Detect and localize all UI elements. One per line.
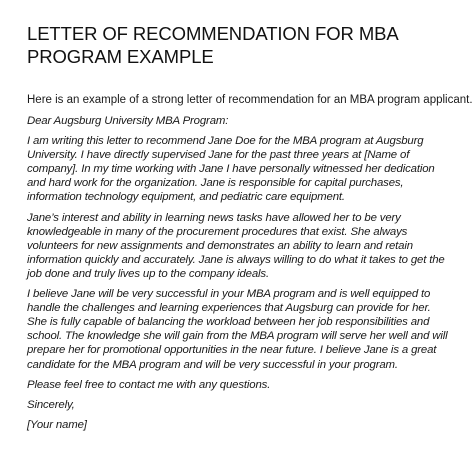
letter-body bbox=[27, 114, 452, 432]
title-line-1: LETTER OF RECOMMENDATION FOR MBA bbox=[27, 23, 399, 44]
document-title bbox=[27, 22, 452, 68]
body-paragraph-2: Jane’s interest and ability in learning news tasks have allowed her to be very knowledgeable in many of the procurement procedures that exist. She always volunteers for new assignments and demonstrates an ability to learn and retain information quickly and accurately. Jane is always willing to do what it takes to get the job done and truly lives up to the company ideals. bbox=[27, 211, 445, 280]
signoff: Sincerely, bbox=[27, 398, 75, 411]
body-paragraph-1: I am writing this letter to recommend Jane Doe for the MBA program at Augsburg University. I have directly supervised Jane for the past three years at [Name of company]. In my time working with Jane I have personally witnessed her dedication and hard work for the organization. Jane is responsible for capital purchases, information technology equipment, and pediatric care equipment. bbox=[27, 135, 435, 204]
body-paragraph-3: I believe Jane will be very successful in your MBA program and is well equipped to handle the challenges and learning experiences that Augsburg can provide for her. She is fully capable of balancing the workload between her job responsibilities and school. The knowledge she will gain from the MBA program will serve her well and will prepare her for promotional opportunities in the near future. I believe Jane is a great candidate for the MBA program and will be very successful in your program. bbox=[27, 288, 448, 371]
signature-placeholder: [Your name] bbox=[27, 418, 87, 431]
letter-page bbox=[27, 22, 473, 438]
title-line-2: PROGRAM EXAMPLE bbox=[27, 46, 214, 67]
intro-text: Here is an example of a strong letter of recommendation for an MBA program applicant. bbox=[27, 94, 473, 106]
salutation: Dear Augsburg University MBA Program: bbox=[27, 115, 229, 127]
closing-note: Please feel free to contact me with any questions. bbox=[27, 378, 271, 391]
